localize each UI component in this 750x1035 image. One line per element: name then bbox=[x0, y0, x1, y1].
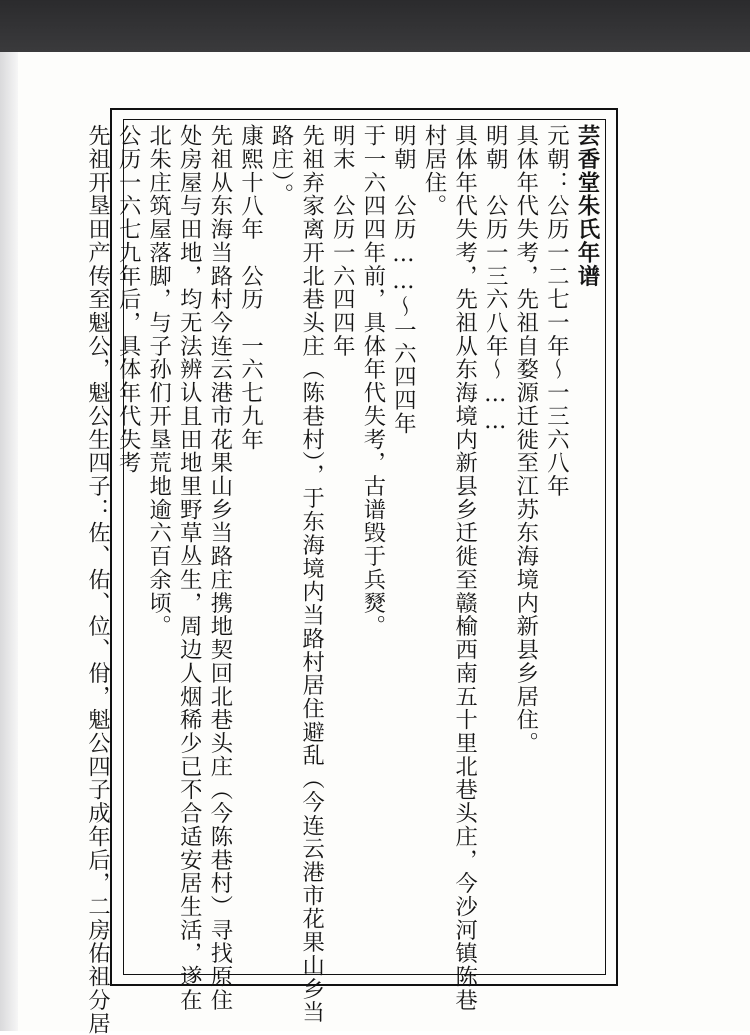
text-column: 具体年代失考，先祖自婺源迁徙至江苏东海境内新县乡居住。 bbox=[512, 124, 539, 755]
text-column: 路庄）。 bbox=[268, 124, 295, 207]
text-column: 先祖弃家离开北巷头庄（陈巷村），于东海境内当路村居住避乱（今连云港市花果山乡当 bbox=[298, 124, 325, 1024]
vertical-text-block bbox=[84, 124, 600, 1035]
text-column: 明朝 公历一三六八年～…… bbox=[482, 124, 509, 436]
text-column: 于一六四四年前，具体年代失考，古谱毁于兵燹。 bbox=[359, 124, 386, 638]
document-title: 芸香堂朱氏年谱 bbox=[574, 124, 600, 288]
text-column: 明末 公历一六四四年 bbox=[329, 124, 356, 358]
text-column: 处房屋与田地，均无法辨认且田地里野草丛生，周边人烟稀少已不合适安居生活，遂在 bbox=[176, 124, 203, 1012]
text-column: 公历一六七九年后，具体年代失考 bbox=[115, 124, 142, 475]
text-column: 先祖从东海当路村今连云港市花果山乡当路庄携地契回北巷头庄（今陈巷村）寻找原住 bbox=[206, 124, 233, 1012]
text-column: 元朝：公历一二七一年～一三六八年 bbox=[543, 124, 570, 498]
text-column: 康熙十八年 公历 一六七九年 bbox=[237, 124, 264, 452]
text-column: 明朝 公历……～一六四四年 bbox=[390, 124, 417, 436]
text-column: 北朱庄筑屋落脚，与子孙们开垦荒地逾六百余顷。 bbox=[145, 124, 172, 638]
scan-dark-border bbox=[0, 0, 750, 52]
text-column: 村居住。 bbox=[421, 124, 448, 218]
scan-page-edge bbox=[0, 52, 18, 1031]
text-column: 先祖开垦田产传至魁公，魁公生四子：佐、佑、位、佾，魁公四子成年后，二房佑祖分居 bbox=[84, 124, 111, 1035]
text-column: 具体年代失考，先祖从东海境内新县乡迁徙至赣榆西南五十里北巷头庄，今沙河镇陈巷 bbox=[451, 124, 478, 1012]
